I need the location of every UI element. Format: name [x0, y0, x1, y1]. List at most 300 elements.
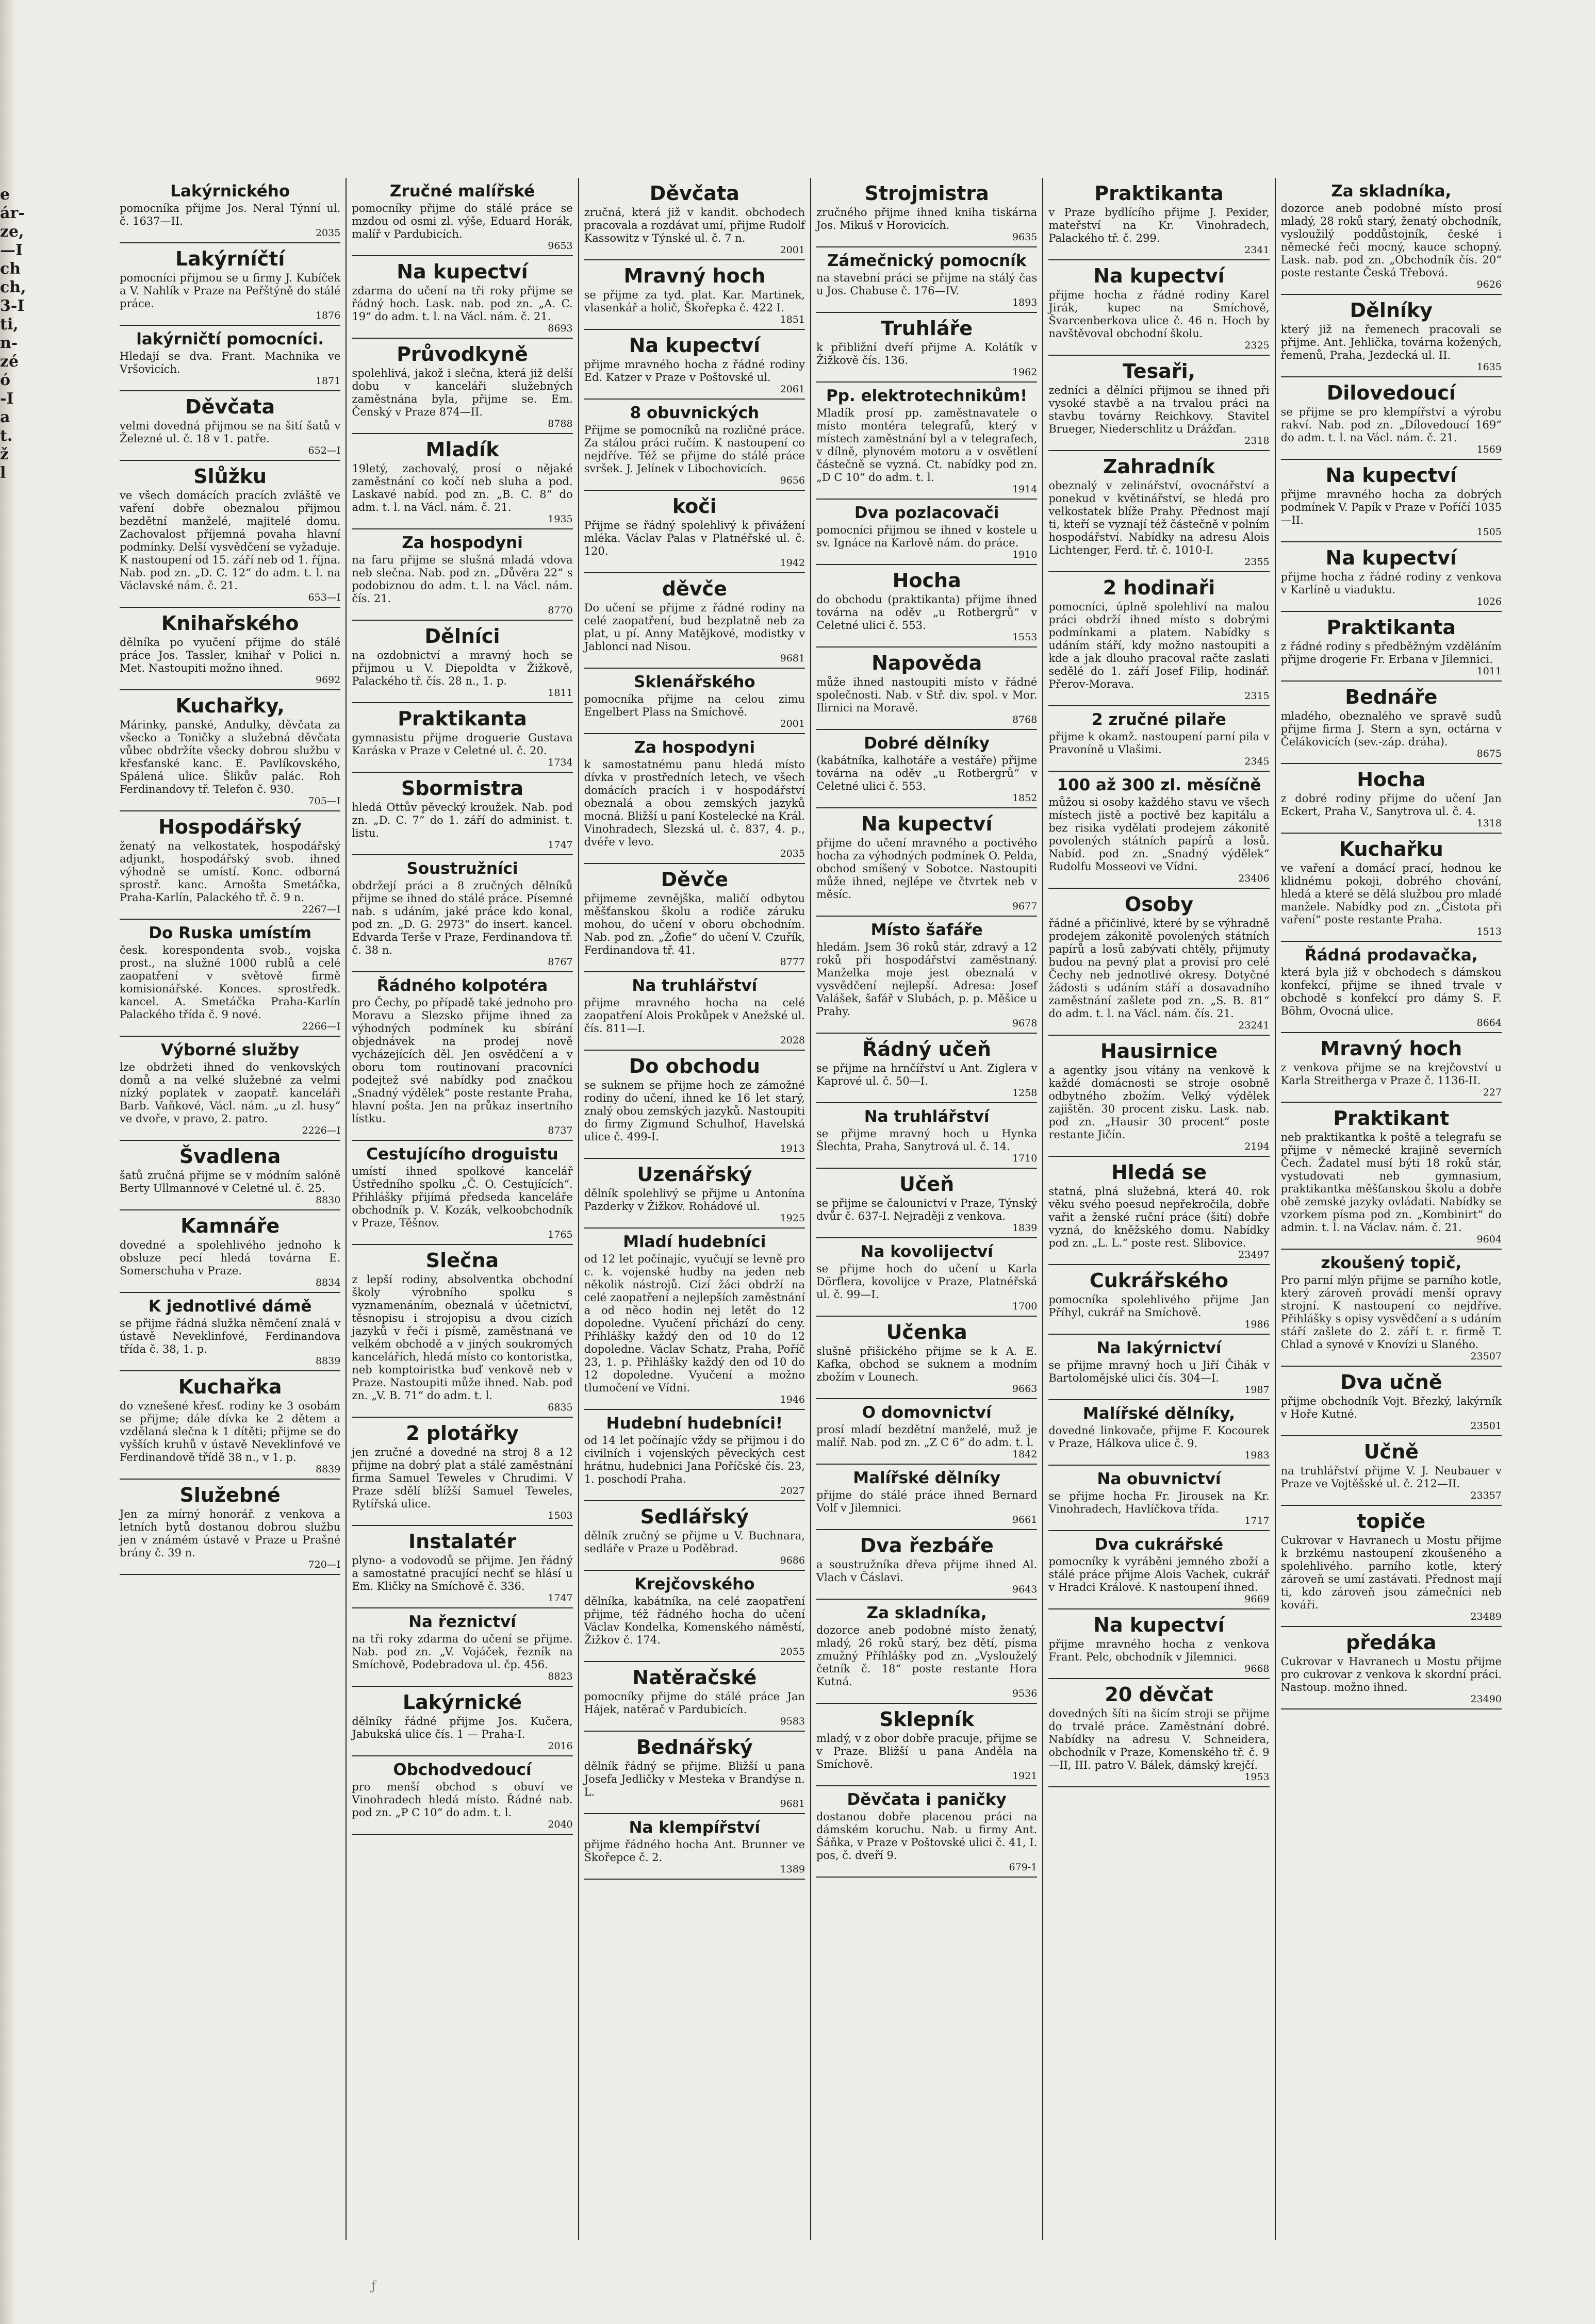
classified-ad: [816, 1465, 1037, 1530]
ad-heading: Za hospodyni: [634, 738, 755, 757]
ad-heading: Do Ruska umístím: [149, 924, 312, 942]
ad-heading: Uzenářský: [637, 1163, 752, 1186]
ad-text: Přijme se řádný spolehlivý k přivážení mléka. Václav Palas v Platnéřské ul. č. 120.: [584, 519, 805, 557]
classified-ad: [1048, 356, 1269, 451]
classified-ad: [352, 1687, 572, 1756]
classified-ad: [1281, 612, 1502, 682]
ad-number: 9626: [1476, 279, 1502, 290]
classified-ad: [120, 326, 340, 391]
classified-ad: [120, 1371, 340, 1480]
ad-heading: lakýrničtí pomocníci.: [136, 330, 324, 348]
ad-number: 2345: [1244, 756, 1270, 767]
classified-ad: [816, 178, 1037, 247]
ad-heading: Na kovolijectví: [860, 1242, 993, 1261]
classified-ad: [352, 529, 572, 621]
ad-column: [578, 178, 810, 2240]
ad-text: obdržejí práci a 8 zručných dělníků přijme se ihned do stálé práce. Písemné nab. s udáním, jaké práce kdo konal, pod zn. „D. G. 2973“ do insert. kancel. Edvarda Terše v Praze, Ferdinandova tř. č. 38 n.: [352, 879, 573, 956]
ad-heading: 8 obuvnických: [630, 404, 760, 422]
ad-number: 1839: [1012, 1222, 1038, 1234]
ad-heading: Knihařského: [161, 612, 299, 635]
classified-ad: [816, 808, 1037, 917]
ad-text: zdarma do učení na tři roky přijme se řádný hoch. Lask. nab. pod zn. „A. C. 19“ do adm. t. l. na Václ. nám. č. 21.: [352, 285, 573, 323]
classified-ad: [584, 734, 805, 864]
ad-text: přijme mravného hocha z řádné rodiny Ed. Katzer v Praze v Poštovské ul.: [584, 358, 805, 384]
ad-text: přijme řádného hocha Ant. Brunner ve Škořepce č. 2.: [584, 1838, 805, 1864]
ad-number: 23241: [1238, 1020, 1270, 1031]
ad-number: 1747: [548, 839, 573, 851]
ad-text: dělníka po vyučení přijme do stálé práce Jos. Tassler, knihař v Polici n. Met. Nastoupiti možno ihned.: [120, 636, 341, 674]
classified-ad: [352, 773, 572, 855]
ad-number: 1983: [1244, 1450, 1270, 1461]
classified-ad: [584, 1571, 805, 1662]
classified-ad: [120, 1141, 340, 1210]
margin-fragment: ár-: [0, 204, 25, 222]
ad-text: pro Čechy, po případě také jednoho pro Moravu a Slezsko přijme ihned za výhodných podmínek ku sbírání objednávek na prodej nově vycházejících děl. Jen osvědčení a v oboru tom routinovaní pracovníci podejtež své nabídky pod značkou „Snadný výdělek“ poste restante Praha, hlavní pošta. Jen na průkaz insertního lístku.: [352, 997, 573, 1125]
ad-number: 9635: [1012, 231, 1038, 243]
ad-heading: Zahradník: [1103, 455, 1215, 478]
ad-heading: 100 až 300 zl. měsíčně: [1057, 776, 1261, 794]
ad-number: 8664: [1476, 1017, 1502, 1028]
ad-heading: Průvodkyně: [397, 343, 528, 366]
ad-text: hledám. Jsem 36 roků stár, zdravý a 12 roků při hospodářství zaměstnaný. Manželka moje jest obeznalá v vysvědčení nejlepší. Adresa: Josef Valášek, šafář v Slubách, p. p. Měšice u Prahy.: [816, 941, 1038, 1018]
margin-fragment: ze,: [0, 223, 24, 241]
classified-ad: [584, 1662, 805, 1732]
ad-text: mladého, obeznalého ve spravě sudů přijme firma J. Stern a syn, octárna v Čelákovicích (sev.-záp. dráha).: [1280, 710, 1502, 748]
ad-number: 2001: [780, 244, 805, 256]
ad-heading: Na kupectví: [1093, 264, 1225, 287]
ad-text: se přijme hocha Fr. Jirousek na Kr. Vinohradech, Havlíčkova třída.: [1048, 1490, 1270, 1515]
classified-ad: [1048, 706, 1269, 772]
classified-ad: [816, 730, 1037, 808]
classified-ad: [352, 1608, 572, 1687]
ad-text: mladý, v z obor dobře pracuje, přijme se v Praze. Bližší u pana Anděla na Smíchově.: [816, 1732, 1038, 1770]
ad-heading: Krejčovského: [634, 1575, 755, 1593]
ad-text: na faru přijme se slušná mladá vdova neb slečna. Nab. pod zn. „Důvěra 22“ s podobiznou do adm. t. l. na Václ. nám. čís. 21.: [352, 554, 573, 605]
classified-ad: [816, 1704, 1037, 1786]
ad-text: se přijme mravný hoch u Jiří Čihák v Bartolomějské ulici čís. 304—I.: [1048, 1359, 1270, 1384]
margin-fragment: e: [0, 186, 10, 204]
ad-text: se přijme se čalounictví v Praze, Týnský dvůr č. 637-I. Nejraději z venkova.: [816, 1197, 1038, 1222]
classified-ad: [584, 1732, 805, 1814]
ad-text: dělníka, kabátníka, na celé zaopatření přijme, též řádného hocha do učení Václav Kondelka, Komenského náměstí, Žižkov č. 174.: [584, 1595, 805, 1646]
ad-text: pomocníci přijmou se u firmy J. Kubíček a V. Nahlík v Praze na Peřštýně do stálé práce.: [120, 272, 341, 310]
ad-text: do vznešené křesť. rodiny ke 3 osobám se přijme; dále dívka ke 2 dětem a vzdělaná slečna k 1 dítěti; přijme se do vyšších kruhů v ústavě Neveklinfové ve Ferdinandově třídě 38 n., v 1. p.: [120, 1400, 341, 1464]
ad-number: 1734: [548, 757, 573, 768]
classified-ad: [1048, 572, 1269, 706]
ad-text: dovedných šíti na šicím stroji se přijme do trvalé práce. Zaměstnání dobré. Nabídky na adresu V. Schneidera, obchodník v Praze, Komenského tř. č. 9—II, III. patro V. Bálek, dámský krejčí.: [1048, 1707, 1270, 1771]
ad-heading: Kuchařky,: [175, 694, 285, 717]
ad-heading: Hocha: [892, 569, 961, 592]
ad-number: 1513: [1476, 926, 1502, 937]
ad-number: 1953: [1244, 1771, 1270, 1783]
margin-fragment: ti,: [0, 316, 19, 334]
ad-heading: Za hospodyni: [402, 534, 523, 552]
classified-ad: [352, 256, 572, 339]
ad-heading: Na kupectví: [629, 334, 761, 357]
ad-number: 9661: [1012, 1514, 1038, 1525]
ad-column: [1042, 178, 1274, 2240]
ad-number: 1765: [548, 1229, 573, 1240]
ad-number: 8770: [548, 605, 573, 616]
ad-number: 1921: [1012, 1770, 1038, 1782]
ad-heading: Kamnáře: [180, 1215, 280, 1237]
classified-ad: [1048, 1157, 1269, 1265]
ad-heading: Děvče: [661, 868, 729, 891]
ad-number: 1986: [1244, 1319, 1270, 1330]
ad-number: 23497: [1238, 1249, 1270, 1260]
ad-text: v Praze bydlícího přijme J. Pexider, mateřství na Kr. Vinohradech, Palackého tř. č. 299.: [1048, 206, 1270, 244]
classified-ad: [352, 1245, 572, 1418]
ad-heading: Malířské dělníky,: [1082, 1404, 1236, 1423]
classified-ad: [352, 703, 572, 773]
ad-number: 653—I: [308, 592, 341, 603]
ad-text: přijme do stálé práce ihned Bernard Volf v Jilemnici.: [816, 1489, 1038, 1514]
classified-ad: [816, 313, 1037, 383]
classified-ad: [816, 1169, 1037, 1238]
ad-number: 1852: [1012, 792, 1038, 804]
classified-ad: [584, 330, 805, 400]
classified-ad: [1048, 1531, 1269, 1609]
classified-ad: [1281, 1103, 1502, 1250]
ad-number: 8693: [548, 323, 573, 334]
ad-heading: 2 zručné pilaře: [1092, 710, 1226, 729]
classified-ad: [120, 1210, 340, 1293]
ad-heading: Učně: [1363, 1440, 1419, 1463]
ad-text: pomocníci přijmou se ihned v kostele u sv. Ignáce na Karlově nám. do práce.: [816, 524, 1038, 549]
ad-heading: Mladí hudebníci: [623, 1233, 766, 1251]
classified-ad: [120, 690, 340, 811]
ad-number: 1389: [780, 1864, 805, 1875]
ad-number: 1910: [1012, 549, 1038, 560]
classified-ad: [120, 1037, 340, 1141]
ad-text: přijme hocha z řádné rodiny z venkova v Karlíně u viaduktu.: [1280, 571, 1502, 596]
ad-text: k samostatnému panu hledá místo dívka v prostředních letech, ve všech domácích pracích i v hospodářství obeznalá a obou zemských jazyků mocná. Bližší u paní Kostelecké na Král. Vinohradech, Slezská ul. č. 837, 4. p., dvéře v levo.: [584, 758, 805, 848]
classified-ad: [1281, 542, 1502, 612]
classified-ad: [1048, 889, 1269, 1036]
margin-fragment: 3-I: [0, 297, 25, 315]
ad-number: 9656: [780, 475, 805, 486]
ad-heading: Děvčata: [649, 182, 739, 205]
ad-heading: O domovnictví: [862, 1403, 992, 1422]
ad-text: umístí ihned spolkové kancelář Ústředního spolku „Č. O. Cestujících“. Přihlášky přijímá předseda kanceláře obchodník p. V. Kozák, velkoobchodník v Praze, Těšnov.: [352, 1165, 573, 1229]
ad-heading: Dva cukrářské: [1094, 1535, 1224, 1554]
margin-fragment: ó: [0, 371, 11, 389]
ad-text: slušně přišického přijme se k A. E. Kafka, obchod se suknem a modním zbožím v Lounech.: [816, 1345, 1038, 1383]
classified-ad: [1281, 1367, 1502, 1436]
ad-text: dělník zručný se přijme u V. Buchnara, sedláře v Praze u Poděbrad.: [584, 1530, 805, 1555]
ad-heading: Kuchařku: [1339, 838, 1443, 860]
ad-heading: Na kupectví: [861, 812, 993, 835]
ad-heading: Do obchodu: [629, 1055, 760, 1077]
ad-text: pomocníky přijme do stálé práce se mzdou od osmi zl. výše, Eduard Horák, malíř v Pardubicích.: [352, 202, 573, 240]
ad-number: 1710: [1012, 1153, 1038, 1164]
ad-heading: Praktikant: [1333, 1107, 1450, 1130]
ad-number: 1011: [1476, 666, 1502, 677]
ad-heading: Na truhlářství: [864, 1107, 990, 1126]
ad-number: 2341: [1244, 244, 1270, 256]
ad-text: Márinky, panské, Andulky, děvčata za všecko a Toničky a služebná děvčata vůbec obdržíte všecky dobrou službu v křesťanské kanc. E. Pavlíkovského, Spálená ulice. Šlikův palác. Roh Ferdinandovy tř. Telefon č. 930.: [120, 719, 341, 795]
classified-ad: [1281, 834, 1502, 942]
ad-text: přijme mravného hocha z venkova Frant. Pelc, obchodník v Jilemnici.: [1048, 1638, 1270, 1663]
ad-heading: zkoušený topič,: [1321, 1254, 1462, 1272]
ad-number: 1914: [1012, 484, 1038, 495]
ad-heading: Kuchařka: [178, 1375, 282, 1398]
ad-text: dozorce aneb podobné místo ženatý, mladý, 26 roků starý, bez dětí, písma zmužný Příhlášky pod zn. „Vyslouželý četník č. 18“ poste restante Hora Kutná.: [816, 1624, 1038, 1688]
ad-number: 8768: [1012, 714, 1038, 725]
ad-number: 9663: [1012, 1383, 1038, 1395]
classified-ad: [1281, 942, 1502, 1033]
classified-ad: [120, 461, 340, 608]
ad-number: 1747: [548, 1592, 573, 1604]
ad-heading: Na kupectví: [397, 260, 528, 283]
ad-text: z venkova přijme se na krejčovství u Karla Streitherga v Praze č. 1136-II.: [1280, 1061, 1502, 1087]
ad-heading: 20 děvčat: [1105, 1683, 1213, 1706]
ad-text: Mladík prosí pp. zaměstnavatele o místo montéra telegrafů, který v místech zaměstnání byl a v telegrafech, v dílně, plynovém motoru a v osvětlení částečně se vyzná. Ct. nabídky pod zn. „D C 10“ do adm. t. l.: [816, 407, 1038, 484]
classified-ad: [1048, 1609, 1269, 1679]
ad-number: 1842: [1012, 1449, 1038, 1460]
ad-number: 1505: [1476, 526, 1502, 538]
ad-heading: Na truhlářství: [632, 976, 758, 995]
ad-number: 1258: [1012, 1087, 1038, 1099]
ad-number: 9668: [1244, 1663, 1270, 1674]
ad-text: se přijme hoch do učení u Karla Dörflera, kovolijce v Praze, Platnéřská ul. č. 99—I.: [816, 1263, 1038, 1301]
ad-number: 9643: [1012, 1584, 1038, 1595]
ad-text: a soustružníka dřeva přijme ihned Al. Vlach v Čáslavi.: [816, 1558, 1038, 1584]
classified-ad: [1281, 764, 1502, 834]
classified-ad: [1281, 682, 1502, 764]
classified-ad: [1048, 1036, 1269, 1157]
ad-heading: Cestujícího droguistu: [366, 1145, 558, 1164]
ad-number: 8823: [548, 1671, 573, 1682]
ad-number: 1553: [1012, 632, 1038, 643]
ad-number: 720—I: [308, 1559, 341, 1570]
ad-number: 8767: [548, 956, 573, 968]
ad-text: můžou si osoby každého stavu ve všech místech jistě a poctivě bez kapitálu a bez risika vydělati prodejem zákonitě povolených státních papírů a losů. Nabíd. pod zn. „Snadný výdělek“ Rudolfu Mosseovi ve Vídni.: [1048, 796, 1270, 873]
ad-number: 1717: [1244, 1515, 1270, 1526]
classified-ad: [352, 1756, 572, 1835]
ad-number: 1871: [315, 375, 341, 387]
classified-ad: [352, 621, 572, 703]
ad-text: z dobré rodiny přijme do učení Jan Eckert, Praha V., Sanytrova ul. č. 4.: [1280, 792, 1502, 818]
ad-text: 19letý, zachovalý, prosí o nějaké zaměstnání co kočí neb sluha a pod. Laskavé nabíd. pod zn. „B. C. 8“ do adm. t. l. na Václ. nám. č. 21.: [352, 462, 573, 513]
ad-text: se přijme za tyd. plat. Kar. Martinek, vlasenkář a holič, Škořepka č. 422 I.: [584, 289, 805, 314]
ad-number: 2318: [1244, 435, 1270, 446]
ad-number: 2016: [548, 1740, 573, 1752]
ad-heading: Učenka: [886, 1321, 967, 1343]
ad-text: od 12 let počínajíc, vyučují se levně pro c. k. vojenské hudby na jeden neb několik nástrojů. Cizí žáci obdrží na celé zaopatření a nejlepších zaměstnání a od něco hodin nej letět do 12 dopoledne. Vyučení přichází do ceny. Přihlášky každý den od 10 do 12 dopoledne. Václav Schatz, Praha, Poříč 23, 1. p. Přihlášky každý den od 10 do 12 dopoledne. Vyučení a možno tlumočení ve Vídni.: [584, 1253, 805, 1394]
ad-number: 2027: [780, 1485, 805, 1497]
classified-ad: [120, 178, 340, 243]
ad-text: prosí mladí bezdětní manželé, muž je malíř. Nab. pod zn. „Z C 6“ do adm. t. l.: [816, 1423, 1038, 1449]
margin-fragment: zé: [0, 353, 19, 371]
ad-text: přijme mravného hocha na celé zaopatření Alois Prokůpek v Anežské ul. čís. 811—I.: [584, 997, 805, 1035]
ad-number: 2055: [780, 1646, 805, 1657]
ad-text: přijme obchodník Vojt. Březký, lakýrník v Hoře Kutné.: [1280, 1395, 1502, 1420]
classified-ad: [120, 608, 340, 690]
ad-heading: Truhláře: [881, 317, 973, 340]
ad-number: 8788: [548, 418, 573, 429]
ad-heading: Mladík: [425, 438, 499, 461]
ad-number: 2001: [780, 718, 805, 729]
ad-number: 1942: [780, 557, 805, 569]
ad-heading: Sklepník: [879, 1708, 975, 1731]
ad-text: Cukrovar v Havranech u Mostu přijme pro cukrovar z venkova k skordní práci. Nastoup. možno ihned.: [1280, 1655, 1502, 1694]
classified-ad: [1281, 1627, 1502, 1709]
ad-column: [1275, 178, 1507, 2240]
ad-text: hledá Ottův pěvecký kroužek. Nab. pod zn. „D. C. 7“ do 1. září do administ. t. listu.: [352, 801, 573, 839]
ad-text: pomocníky k vyráběni jemného zboží a stálé práce přijme Alois Vachek, cukrář v Hradci Králové. K nastoupení ihned.: [1048, 1555, 1270, 1593]
ad-heading: Hausirnice: [1100, 1040, 1218, 1063]
classified-ad: [352, 972, 572, 1141]
ad-number: 1503: [548, 1510, 573, 1521]
ad-number: 2035: [315, 227, 341, 239]
ad-heading: Mravný hoch: [1320, 1037, 1462, 1060]
ad-text: z řádné rodiny s předběžným vzděláním přijme drogerie Fr. Erbana v Jilemnici.: [1280, 640, 1502, 666]
margin-fragment: t.: [0, 427, 13, 445]
ad-number: 1946: [780, 1394, 805, 1405]
ad-number: 9681: [780, 653, 805, 664]
ad-text: na tři roky zdarma do učení se přijme. Nab. pod zn. „V. Vojáček, řezník na Smíchově, Podebradova ul. čp. 456.: [352, 1633, 573, 1671]
ad-text: Pro parní mlýn přijme se parního kotle, který zároveň provádí menší opravy strojní. K nastoupení co nejdříve. Přihlášky s opisy vysvědčení a s udáním stáří zašlete do 2. září t. r. firmě T. Chlad a synové v Knovízi u Slaného.: [1280, 1274, 1502, 1351]
classified-ad: [1048, 451, 1269, 572]
classified-ad: [816, 565, 1037, 648]
ad-number: 2266—I: [302, 1021, 341, 1032]
ad-number: 2355: [1244, 556, 1270, 568]
ad-number: 9677: [1012, 901, 1038, 912]
classified-ad: [816, 383, 1037, 500]
classified-ad: [1048, 178, 1269, 260]
classified-ad: [584, 491, 805, 573]
classified-ad: [1048, 1679, 1269, 1787]
classified-ad: [584, 400, 805, 491]
classified-ad: [1048, 260, 1269, 356]
classified-ad: [584, 1159, 805, 1229]
classified-ad: [1048, 1265, 1269, 1335]
ad-heading: Sbormistra: [401, 777, 524, 800]
ad-text: ve vaření a domácí prací, hodnou ke klidnému pokoji, dobrého chování, hledá a které se dělá službou pro mladé manžele. Nabídky pod zn. „Čistota při vaření“ poste restante Praha.: [1280, 862, 1502, 926]
ad-heading: Praktikanta: [398, 707, 527, 730]
classified-ad: [120, 243, 340, 326]
ad-text: a agentky jsou vítány na venkově k každé domácnosti se stroje osobně odbytného zbožím. Velký výdělek zajištěn. 30 procent zisku. Lask. nab. pod zn. „Hausir 30 procent“ poste restante Jičín.: [1048, 1064, 1270, 1141]
ad-heading: Na kupectví: [1325, 464, 1457, 487]
ad-heading: K jednotlivé dámě: [148, 1297, 312, 1316]
classified-ad: [1048, 772, 1269, 889]
classified-ad: [120, 1293, 340, 1371]
ad-heading: Výborné služby: [160, 1041, 300, 1059]
ad-heading: Dva pozlacovači: [854, 504, 999, 522]
ad-number: 9604: [1476, 1234, 1502, 1245]
classified-ad: [584, 972, 805, 1051]
classified-ad: [816, 1034, 1037, 1103]
classified-ad: [584, 669, 805, 734]
ad-text: pro menší obchod s obuví ve Vinohradech hledá místo. Řádné nab. pod zn. „P C 10“ do adm. t. l.: [352, 1781, 573, 1819]
ad-heading: Sklenářského: [634, 673, 755, 691]
classified-ad: [120, 1480, 340, 1575]
ad-text: dovedné a spolehlivého jednoho k obsluze pecí hledá továrna E. Somerschuha v Praze.: [120, 1239, 341, 1277]
ad-number: 23507: [1470, 1351, 1502, 1362]
ad-heading: Praktikanta: [1094, 182, 1224, 205]
margin-fragment: -I: [0, 390, 14, 408]
ad-number: 1925: [780, 1213, 805, 1224]
classified-ad: [816, 1238, 1037, 1317]
ad-column: [810, 178, 1042, 2240]
ad-text: se přijme na hrnčířství u Ant. Ziglera v Kaprové ul. č. 50—I.: [816, 1062, 1038, 1087]
ad-number: 8839: [315, 1355, 341, 1367]
classified-ad: [584, 1814, 805, 1880]
ad-number: 9536: [1012, 1688, 1038, 1699]
classified-ad: [584, 864, 805, 972]
ad-text: pomocníky přijme do stálé práce Jan Hájek, natěrač v Pardubicích.: [584, 1690, 805, 1716]
ad-text: dělník řádný se přijme. Bližší u pana Josefa Jedličky v Mesteka v Brandýse n. L.: [584, 1760, 805, 1798]
classified-ad: [1281, 1033, 1502, 1103]
classified-ad: [352, 1141, 572, 1245]
ad-text: zedníci a dělníci přijmou se ihned při vysoké stavbě a na trvalou práci na stavbu továrny Reichkovy. Stavitel Brueger, Niederschlitz u Drážďan.: [1048, 384, 1270, 435]
ad-number: 2315: [1244, 690, 1270, 702]
ad-text: může ihned nastoupiti místo v řádné společnosti. Nab. v Stř. div. spol. v Mor. Ilirnici na Moravě.: [816, 676, 1038, 714]
ad-heading: Bednářský: [636, 1736, 753, 1758]
ad-number: 2035: [780, 848, 805, 859]
ad-heading: Soustružníci: [406, 859, 518, 878]
ad-heading: Na obuvnictví: [1097, 1470, 1221, 1488]
ad-heading: Sedlářský: [640, 1505, 749, 1528]
ad-text: na stavební práci se přijme na stálý čas u Jos. Chabuse č. 176—IV.: [816, 272, 1038, 297]
ad-number: 1635: [1476, 361, 1502, 373]
ad-heading: Zručné malířské: [389, 182, 535, 201]
classified-ad: [584, 1051, 805, 1159]
ad-text: od 14 let počínajíc vždy se přijmou i do civilních i vojenských pěveckých cest hrátnu, hudebnici Jana Poříčské čís. 23, 1. poschodí Praha.: [584, 1434, 805, 1485]
ad-number: 23406: [1238, 873, 1270, 884]
ad-number: 8839: [315, 1464, 341, 1475]
ad-number: 1569: [1476, 444, 1502, 455]
ad-text: lze obdržeti ihned do venkovských domů a na velké služebné za velmi nízký poplatek v zaopatř. kanceláři Barb. Vaňkové, Václ. nám. „u zl. husy“ ve dvoře, v pravo, 2. patro.: [120, 1061, 341, 1125]
ad-number: 6835: [548, 1402, 573, 1413]
ad-heading: topiče: [1357, 1510, 1426, 1533]
margin-fragment: ch,: [0, 278, 26, 296]
classified-ad: [584, 573, 805, 669]
classified-ad: [120, 811, 340, 920]
ad-number: 23501: [1470, 1420, 1502, 1432]
ad-heading: Slůžku: [193, 465, 267, 488]
ad-heading: Natěračské: [632, 1666, 757, 1689]
ad-heading: Za skladníka,: [1331, 182, 1452, 201]
ad-text: z lepší rodiny, absolventka obchodní školy výrobního spolku s vyznamenáním, obeznalá v účetnictví, těsnopisu i strojopisu a dvou cizích jazyků v řeči i písmě, zaměstnaná ve velkém obchodě a v jiných soukromých kancelářích, hledá místo co kontoristka, neb komptoiristka buď venkově neb v Praze. Nastoupiti může ihned. Nab. pod zn. „V. B. 71“ do adm. t. l.: [352, 1273, 573, 1402]
ad-text: spolehlivá, jakož i slečna, která již delší dobu v kanceláři služebných zaměstnána byla, přijme se. Em. Čenský v Praze 874—II.: [352, 367, 573, 418]
ad-heading: Hledá se: [1111, 1161, 1207, 1184]
classified-ad: [352, 855, 572, 972]
ad-heading: Lakýrníčtí: [175, 247, 285, 270]
ad-heading: 2 plotářky: [406, 1422, 519, 1445]
ad-number: 9678: [1012, 1018, 1038, 1029]
ad-text: Hledají se dva. Frant. Machnika ve Vršovicích.: [120, 350, 341, 375]
ad-number: 8737: [548, 1125, 573, 1136]
ad-number: 1811: [548, 687, 573, 699]
ad-text: která byla již v obchodech s dámskou konfekcí, přijme se ihned trvale v obchodě s konfekcí pro dámy S. F. Böhm, Ovocná ulice.: [1280, 966, 1502, 1017]
ad-heading: Dělníci: [424, 625, 500, 648]
ad-heading: Učeň: [899, 1173, 955, 1196]
ad-heading: Slečna: [425, 1249, 499, 1272]
classified-ad: [1281, 377, 1502, 460]
ad-heading: Hocha: [1357, 768, 1426, 791]
classified-ad: [352, 1526, 572, 1608]
classified-ad: [816, 1317, 1037, 1399]
ad-heading: Tesaři,: [1122, 360, 1196, 383]
ad-text: se přijme řádná služka němčení znalá v ústavě Neveklinfové, Ferdinandova třída č. 38, 1. p.: [120, 1317, 341, 1355]
ad-number: 705—I: [308, 795, 341, 807]
ad-number: 2194: [1244, 1141, 1270, 1152]
classified-ad: [816, 500, 1037, 565]
classified-ad: [1281, 1250, 1502, 1367]
classified-ad: [1281, 178, 1502, 295]
